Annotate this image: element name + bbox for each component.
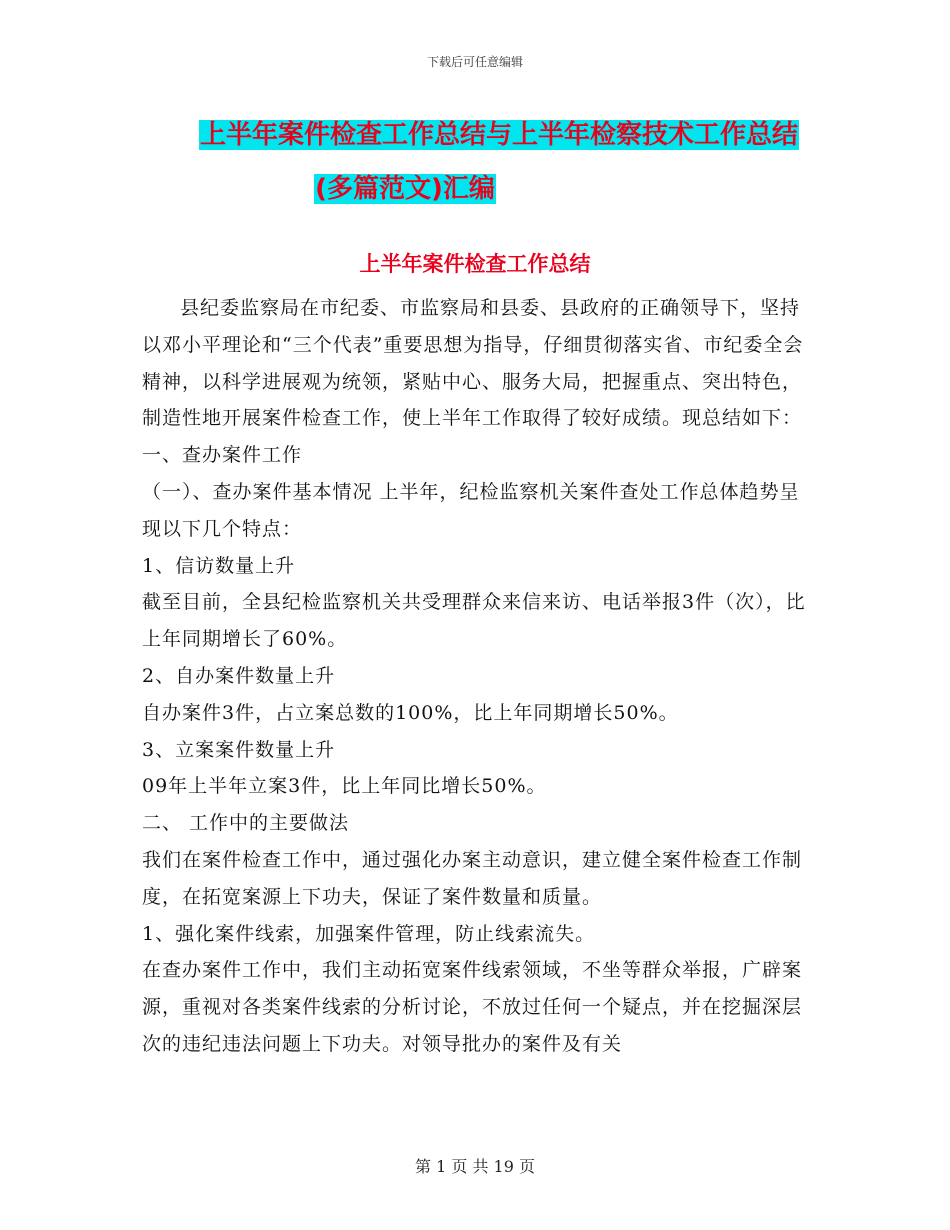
paragraph-petition-detail: 截至目前，全县纪检监察机关共受理群众来信来访、电话举报3件（次），比上年同期增长了60%。 bbox=[142, 591, 806, 651]
paragraph-practices-intro: 我们在案件检查工作中，通过强化办案主动意识，建立健全案件检查工作制度，在拓宽案源上下功夫，保证了案件数量和质量。 bbox=[142, 848, 803, 908]
document-title-line-2 bbox=[0, 162, 950, 216]
section-title: 上半年案件检查工作总结 bbox=[359, 252, 591, 276]
document-title bbox=[0, 108, 950, 216]
heading-case-work: 一、查办案件工作 bbox=[142, 444, 303, 467]
document-body bbox=[142, 290, 810, 1063]
item-filed-cases-increase: 3、立案案件数量上升 bbox=[142, 738, 336, 761]
paragraph-self-handled-detail: 自办案件3件，占立案总数的100%，比上年同期增长50%。 bbox=[142, 701, 679, 724]
item-self-handled-increase: 2、自办案件数量上升 bbox=[142, 664, 336, 687]
title-line-1-text: 上半年案件检查工作总结与上半年检察技术工作总结 bbox=[199, 120, 798, 150]
paragraph-clues-detail: 在查办案件工作中，我们主动拓宽案件线索领域，不坐等群众举报，广辟案源，重视对各类案件线索的分析讨论，不放过任何一个疑点，并在挖掘深层次的违纪违法问题上下功夫。对领导批办的案件及有关 bbox=[142, 959, 803, 1055]
paragraph-intro: 县纪委监察局在市纪委、市监察局和县委、县政府的正确领导下，坚持以邓小平理论和“三个代表”重要思想为指导，仔细贯彻落实省、市纪委全会精神，以科学进展观为统领，紧贴中心、服务大局，把握重点、突出特色，制造性地开展案件检查工作，使上半年工作取得了较好成绩。现总结如下： bbox=[142, 297, 804, 430]
title-line-2-text: (多篇范文)汇编 bbox=[315, 174, 495, 204]
heading-main-practices: 二、 工作中的主要做法 bbox=[142, 812, 350, 835]
document-title-line-1 bbox=[0, 108, 950, 162]
paragraph-filed-cases-detail: 09年上半年立案3件，比上年同比增长50%。 bbox=[142, 775, 547, 798]
item-strengthen-clues: 1、强化案件线索，加强案件管理，防止线索流失。 bbox=[142, 922, 596, 945]
header-note: 下载后可任意编辑 bbox=[426, 55, 523, 69]
item-petition-increase: 1、信访数量上升 bbox=[142, 554, 296, 577]
page-footer: 第 1 页 共 19 页 bbox=[415, 1157, 535, 1176]
paragraph-basic-situation: （一）、查办案件基本情况 上半年，纪检监察机关案件查处工作总体趋势呈现以下几个特点： bbox=[142, 480, 800, 540]
